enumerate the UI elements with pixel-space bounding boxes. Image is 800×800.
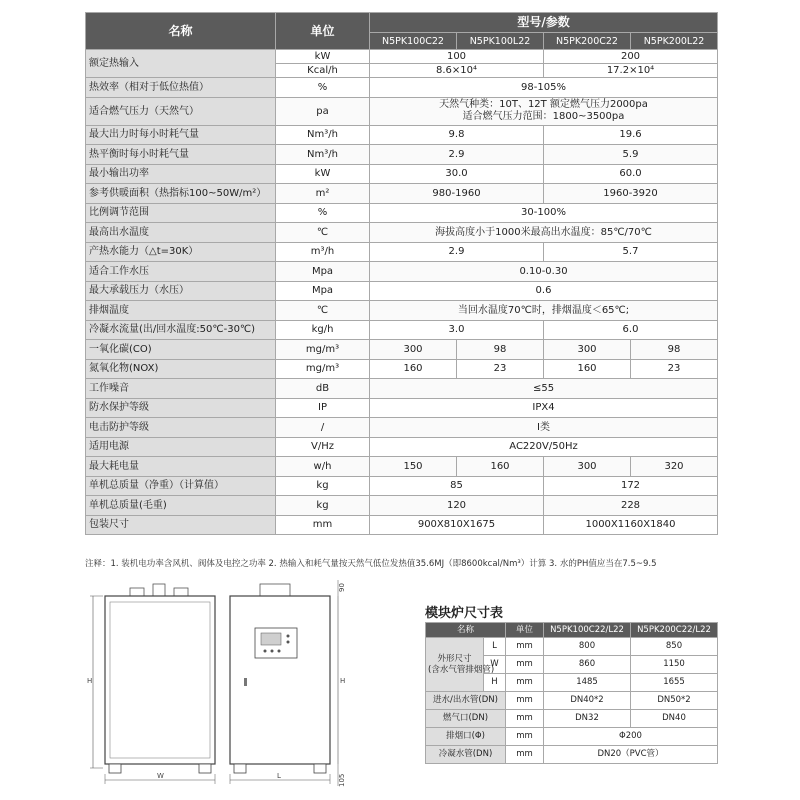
spec-row <box>86 515 718 535</box>
dim-outer-size <box>426 638 495 692</box>
row-value: 23 <box>457 359 544 379</box>
spec-row <box>86 78 718 98</box>
spec-row <box>86 184 718 204</box>
row-value: 60.0 <box>544 164 718 184</box>
spec-row <box>86 496 718 516</box>
dim-h-label: H <box>340 677 346 685</box>
spec-row <box>86 301 718 321</box>
row-value: 160 <box>457 457 544 477</box>
row-value: 2.9 <box>370 145 544 165</box>
dim-outer-label: 外形尺寸 <box>437 653 472 664</box>
row-value: 3.0 <box>370 320 544 340</box>
spec-row <box>86 418 718 438</box>
row-value: 85 <box>370 476 544 496</box>
row-name: 最大承载压力（水压） <box>86 281 276 301</box>
row-value: 300 <box>370 340 457 360</box>
row-unit: % <box>276 203 370 223</box>
row-value: 300 <box>544 340 631 360</box>
spec-row <box>86 97 718 125</box>
dimension-table-title: 模块炉尺寸表 <box>425 606 504 621</box>
row-value: 30-100% <box>370 203 718 223</box>
spec-row <box>86 125 718 145</box>
row-value: 98-105% <box>370 78 718 98</box>
dim-row <box>426 710 718 728</box>
spec-row <box>86 359 718 379</box>
pipe-icon <box>174 588 188 596</box>
dim-unit: mm <box>506 710 544 728</box>
dim-axis: W <box>484 656 506 674</box>
header-model-group: 型号/参数 <box>370 13 718 33</box>
row-value: 100 <box>370 50 544 64</box>
spec-row <box>86 398 718 418</box>
dim-value: 800 <box>544 638 631 656</box>
pipe-icon <box>153 584 165 596</box>
row-name: 氮氧化物(NOX) <box>86 359 276 379</box>
dim-row <box>426 692 718 710</box>
row-unit: V/Hz <box>276 437 370 457</box>
row-unit: ℃ <box>276 301 370 321</box>
row-unit: kW <box>276 164 370 184</box>
row-unit: ℃ <box>276 223 370 243</box>
dim-name: 进水/出水管(DN) <box>426 692 506 710</box>
row-value: 98 <box>631 340 718 360</box>
row-value: 23 <box>631 359 718 379</box>
caster-icon <box>199 764 211 773</box>
row-unit: mm <box>276 515 370 535</box>
row-value: 172 <box>544 476 718 496</box>
row-name: 电击防护等级 <box>86 418 276 438</box>
pipe-icon <box>130 588 144 596</box>
row-value: 5.7 <box>544 242 718 262</box>
row-value: 150 <box>370 457 457 477</box>
side-view-svg <box>220 578 360 788</box>
row-value: 120 <box>370 496 544 516</box>
spec-rows <box>86 78 718 535</box>
row-unit: Mpa <box>276 262 370 282</box>
row-name: 排烟温度 <box>86 301 276 321</box>
dim-header-unit: 单位 <box>506 623 544 638</box>
row-value: 6.0 <box>544 320 718 340</box>
row-name: 最大出力时每小时耗气量 <box>86 125 276 145</box>
row-unit: / <box>276 418 370 438</box>
row-unit: % <box>276 78 370 98</box>
door-handle <box>244 678 247 686</box>
row-unit: IP <box>276 398 370 418</box>
dim-name: 排烟口(Φ) <box>426 728 506 746</box>
row-value: 320 <box>631 457 718 477</box>
spec-row <box>86 476 718 496</box>
row-name: 最高出水温度 <box>86 223 276 243</box>
spec-row <box>86 340 718 360</box>
row-name: 适合燃气压力（天然气） <box>86 97 276 125</box>
dim-w-label: W <box>157 772 164 780</box>
row-unit: pa <box>276 97 370 125</box>
dim-h-label: H <box>87 677 93 685</box>
row-value: 300 <box>544 457 631 477</box>
row-name: 防水保护等级 <box>86 398 276 418</box>
row-value: 19.6 <box>544 125 718 145</box>
row-value <box>370 97 718 125</box>
dim-value: DN32 <box>544 710 631 728</box>
row-name: 参考供暖面积（热指标100~50W/m²） <box>86 184 276 204</box>
row-value: 9.8 <box>370 125 544 145</box>
row-unit: m² <box>276 184 370 204</box>
row-name: 单机总质量(毛重) <box>86 496 276 516</box>
row-unit: kg <box>276 496 370 516</box>
caster-icon <box>234 764 246 773</box>
spec-row <box>86 203 718 223</box>
dim-value: 860 <box>544 656 631 674</box>
caster-icon <box>314 764 326 773</box>
row-value: 980-1960 <box>370 184 544 204</box>
dim-name: 冷凝水管(DN) <box>426 746 506 764</box>
dim-unit: mm <box>506 692 544 710</box>
row-name: 工作噪音 <box>86 379 276 399</box>
row-value-line: 天然气种类：10T、12T 额定燃气压力2000pa <box>439 99 648 110</box>
row-name: 热平衡时每小时耗气量 <box>86 145 276 165</box>
row-value: ≤55 <box>370 379 718 399</box>
header-model: N5PK100C22 <box>370 33 457 50</box>
header-model: N5PK200L22 <box>631 33 718 50</box>
dim-value: DN40 <box>631 710 718 728</box>
spec-row <box>86 164 718 184</box>
row-value: 30.0 <box>370 164 544 184</box>
dim-bottom-label: 105 <box>338 773 346 787</box>
dim-row <box>426 746 718 764</box>
row-value: 0.10-0.30 <box>370 262 718 282</box>
dim-value: 850 <box>631 638 718 656</box>
row-name: 最小输出功率 <box>86 164 276 184</box>
dim-name: 燃气口(DN) <box>426 710 506 728</box>
row-name: 一氧化碳(CO) <box>86 340 276 360</box>
row-value: 1960-3920 <box>544 184 718 204</box>
side-view-drawing <box>220 578 360 788</box>
dim-unit: mm <box>506 638 544 656</box>
row-unit: Nm³/h <box>276 145 370 165</box>
row-value: 1000X1160X1840 <box>544 515 718 535</box>
row-value: I类 <box>370 418 718 438</box>
row-value: 200 <box>544 50 718 64</box>
row-unit: dB <box>276 379 370 399</box>
dim-unit: mm <box>506 674 544 692</box>
row-value: 当回水温度70℃时，排烟温度＜65℃; <box>370 301 718 321</box>
row-unit: m³/h <box>276 242 370 262</box>
row-value: 0.6 <box>370 281 718 301</box>
dimension-table <box>425 622 718 764</box>
spec-row <box>86 320 718 340</box>
dim-outer-sub: (含水气管排烟管) <box>428 664 495 675</box>
dim-axis: L <box>484 638 506 656</box>
spec-row <box>86 457 718 477</box>
row-unit: kW <box>276 50 370 64</box>
dim-value: DN20（PVC管） <box>544 746 718 764</box>
dim-value: Φ200 <box>544 728 718 746</box>
cabinet-body <box>105 596 215 764</box>
dim-rows <box>426 692 718 764</box>
row-value: 98 <box>457 340 544 360</box>
row-value: 160 <box>544 359 631 379</box>
row-value: 5.9 <box>544 145 718 165</box>
row-value: IPX4 <box>370 398 718 418</box>
row-value: AC220V/50Hz <box>370 437 718 457</box>
row-unit: Kcal/h <box>276 64 370 78</box>
header-model: N5PK200C22 <box>544 33 631 50</box>
dim-header-model: N5PK200C22/L22 <box>631 623 718 638</box>
row-unit: mg/m³ <box>276 359 370 379</box>
dim-header-name: 名称 <box>426 623 506 638</box>
row-unit: mg/m³ <box>276 340 370 360</box>
spec-row <box>86 145 718 165</box>
footnote: 注释：1. 装机电功率含风机、阀体及电控之功率 2. 热输入和耗气量按天然气低位发热值35.6MJ（即8600kcal/Nm³）计算 3. 水的PH值应当在7.5~9.5 <box>85 559 657 569</box>
dim-row <box>426 728 718 746</box>
dim-value: 1150 <box>631 656 718 674</box>
dim-top-label: 90 <box>338 583 346 592</box>
row-name: 包装尺寸 <box>86 515 276 535</box>
row-name: 适合工作水压 <box>86 262 276 282</box>
header-name: 名称 <box>86 13 276 50</box>
spec-row <box>86 242 718 262</box>
dim-value: 1655 <box>631 674 718 692</box>
row-unit: Mpa <box>276 281 370 301</box>
dim-value: DN40*2 <box>544 692 631 710</box>
row-name: 冷凝水流量(出/回水温度:50℃-30℃) <box>86 320 276 340</box>
spec-row <box>86 262 718 282</box>
display-screen <box>261 633 281 645</box>
dim-unit: mm <box>506 746 544 764</box>
row-name: 热效率（相对于低位热值） <box>86 78 276 98</box>
dim-axis: H <box>484 674 506 692</box>
dim-value: 1485 <box>544 674 631 692</box>
row-value: 海拔高度小于1000米最高出水温度：85℃/70℃ <box>370 223 718 243</box>
dim-header-model: N5PK100C22/L22 <box>544 623 631 638</box>
dim-unit: mm <box>506 656 544 674</box>
row-value: 8.6×10⁴ <box>370 64 544 78</box>
row-unit: w/h <box>276 457 370 477</box>
dim-value: DN50*2 <box>631 692 718 710</box>
row-name: 产热水能力（△t=30K） <box>86 242 276 262</box>
row-name: 最大耗电量 <box>86 457 276 477</box>
spec-table <box>85 12 718 535</box>
row-value: 900X810X1675 <box>370 515 544 535</box>
dim-unit: mm <box>506 728 544 746</box>
row-name: 适用电源 <box>86 437 276 457</box>
row-value: 228 <box>544 496 718 516</box>
row-name: 单机总质量（净重）（计算值） <box>86 476 276 496</box>
row-unit: Nm³/h <box>276 125 370 145</box>
spec-row <box>86 223 718 243</box>
row-value-line: 适合燃气压力范围：1800~3500pa <box>462 111 625 122</box>
spec-row <box>86 281 718 301</box>
header-unit: 单位 <box>276 13 370 50</box>
row-value: 17.2×10⁴ <box>544 64 718 78</box>
dim-l-label: L <box>277 772 281 780</box>
caster-icon <box>109 764 121 773</box>
row-name-heat-input: 额定热输入 <box>86 50 276 78</box>
spec-row <box>86 379 718 399</box>
flue-icon <box>260 584 290 596</box>
row-unit: kg/h <box>276 320 370 340</box>
spec-row <box>86 437 718 457</box>
row-name: 比例调节范围 <box>86 203 276 223</box>
row-value: 2.9 <box>370 242 544 262</box>
header-model: N5PK100L22 <box>457 33 544 50</box>
row-value: 160 <box>370 359 457 379</box>
row-unit: kg <box>276 476 370 496</box>
